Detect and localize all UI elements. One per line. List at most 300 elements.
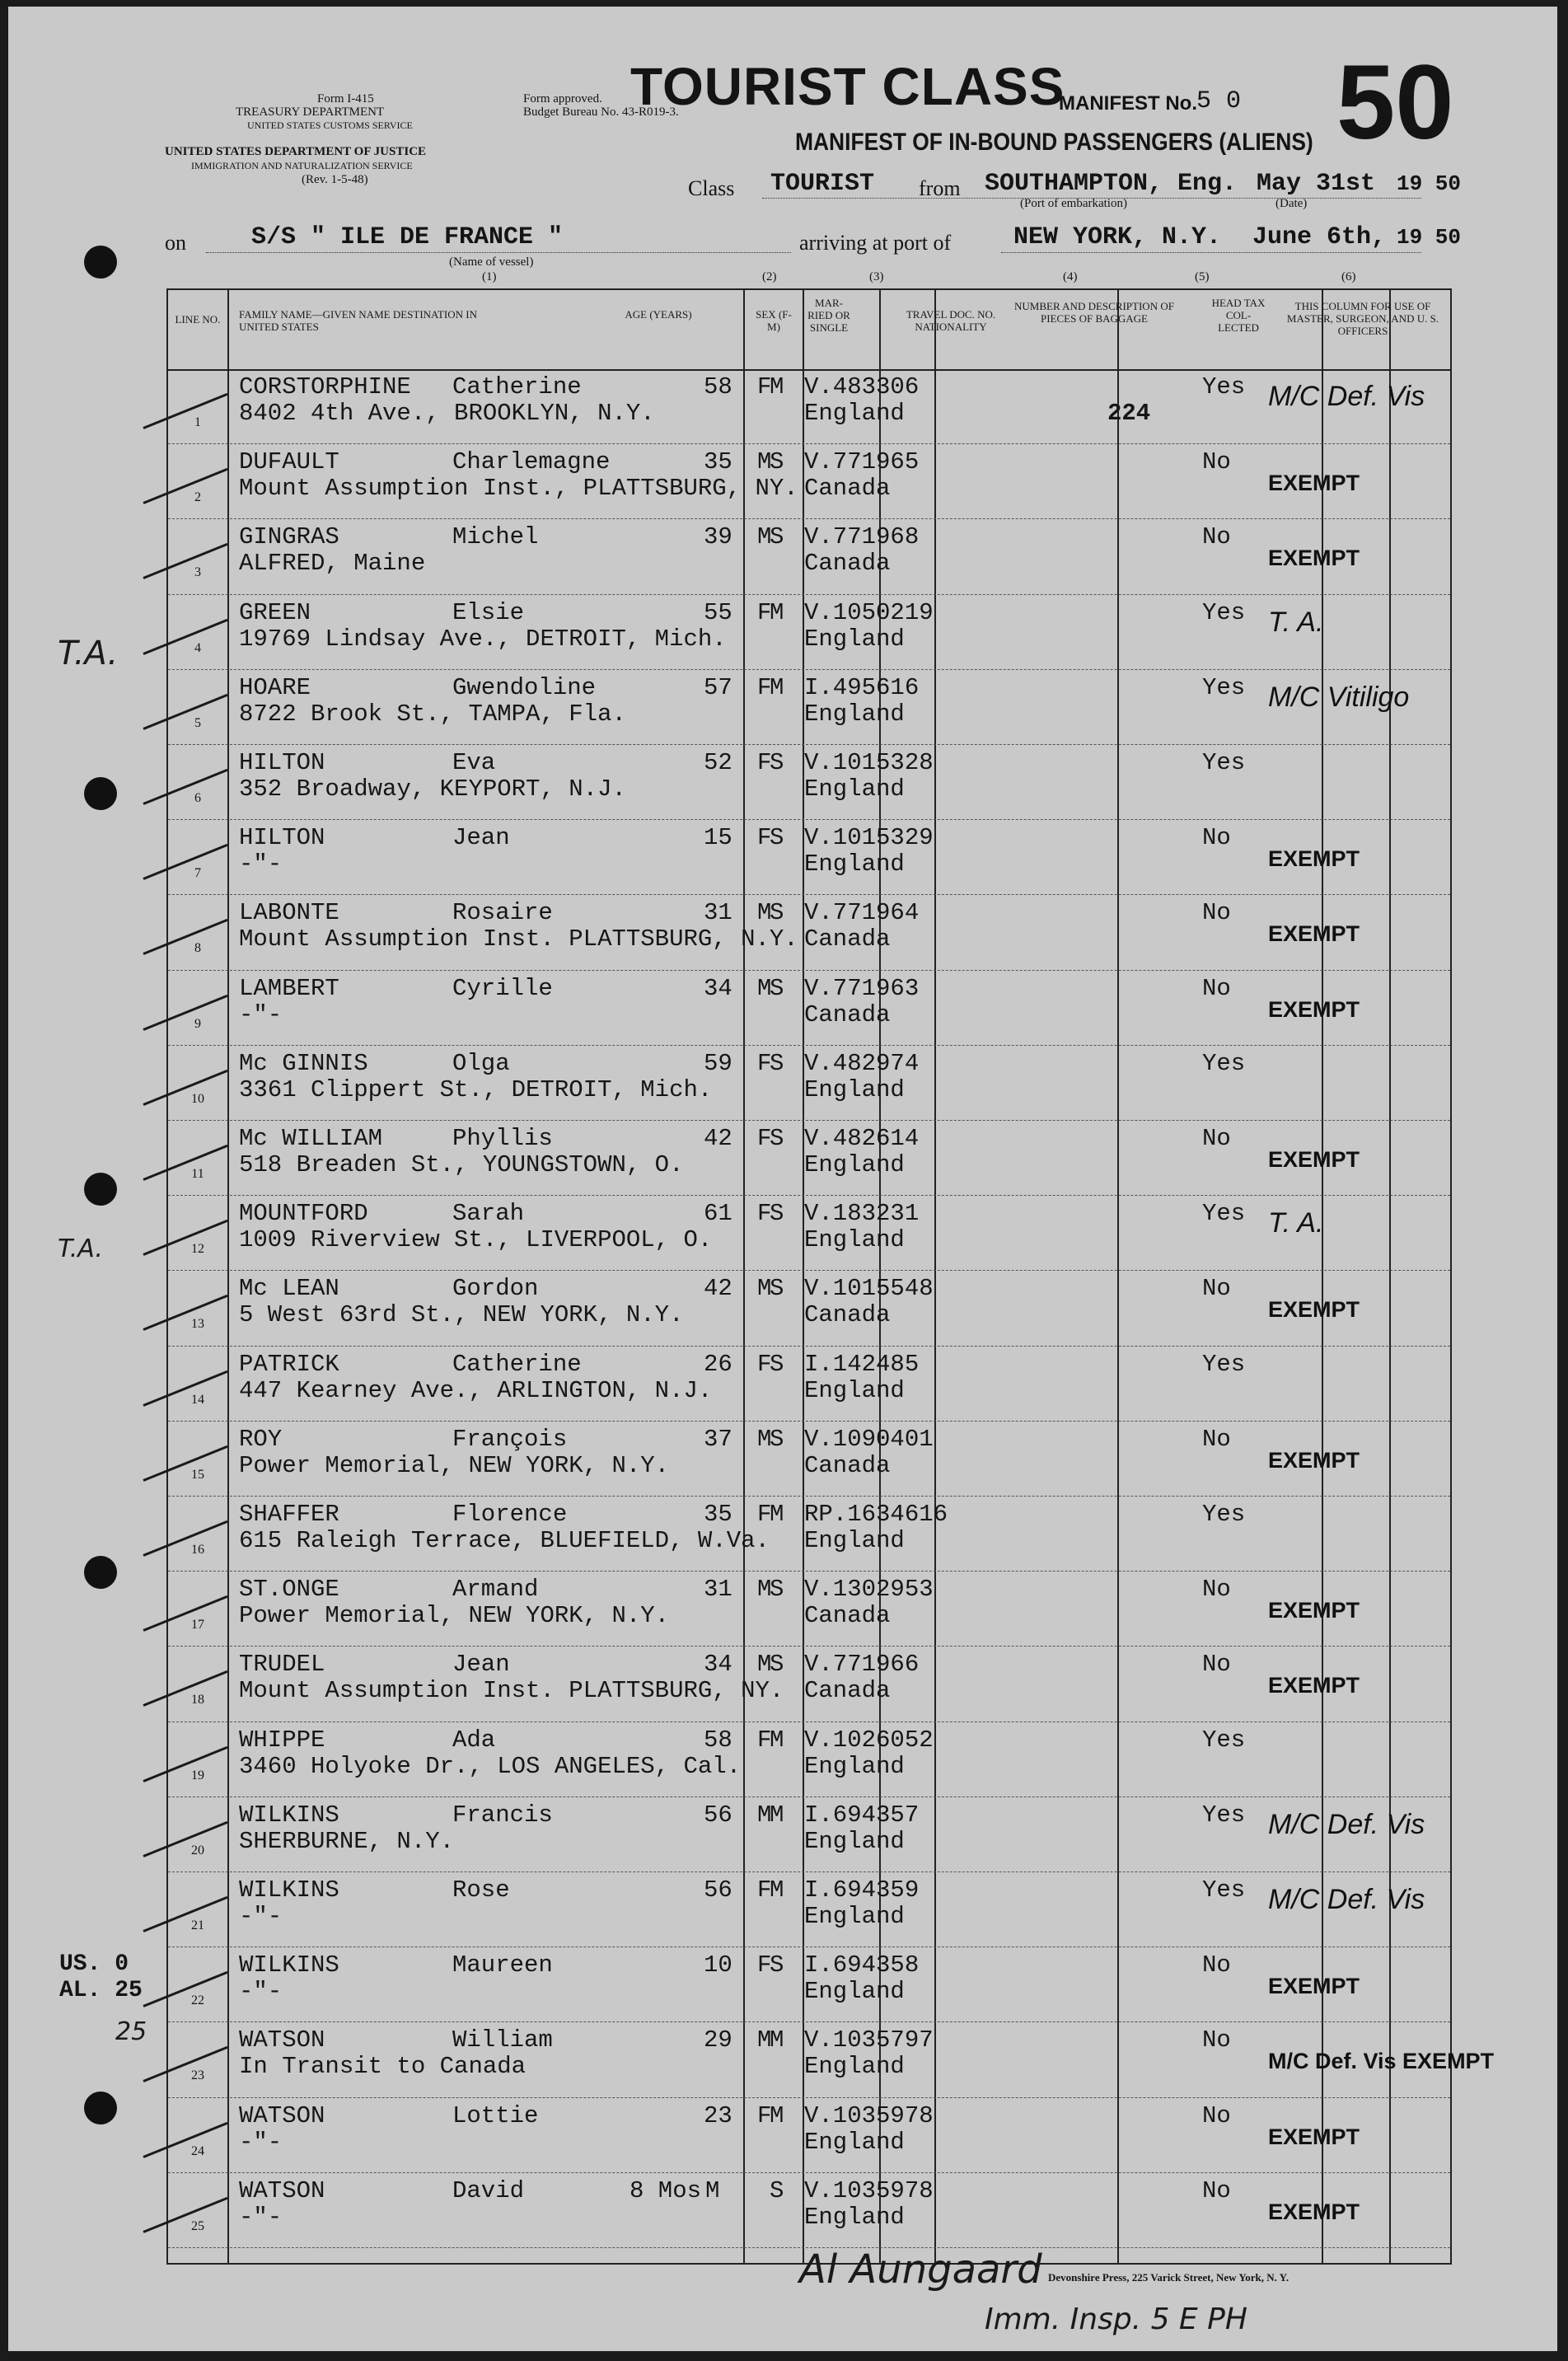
- given-name: Olga: [452, 1049, 510, 1077]
- destination: -"-: [239, 1978, 283, 2006]
- class-value: TOURIST: [770, 170, 875, 198]
- family-name: LAMBERT: [239, 974, 339, 1002]
- head-tax: No: [1202, 1425, 1231, 1453]
- given-name: Rose: [452, 1876, 510, 1904]
- nationality: England: [804, 2128, 905, 2156]
- nationality: England: [804, 1827, 905, 1855]
- head-tax: No: [1202, 448, 1231, 476]
- line-number: 12: [191, 1242, 204, 1257]
- officer-remark: M/C Def. Vis EXEMPT: [1268, 2049, 1495, 2074]
- age: 42: [704, 1125, 733, 1152]
- travel-document: V.1090401: [804, 1425, 934, 1453]
- officer-remark: EXEMPT: [1268, 2124, 1360, 2149]
- nationality: England: [804, 2053, 905, 2081]
- officer-remark: EXEMPT: [1268, 471, 1360, 496]
- head-tax: No: [1202, 2026, 1231, 2054]
- given-name: Maureen: [452, 1951, 553, 1979]
- nationality: England: [804, 1151, 905, 1178]
- nationality: England: [804, 2203, 905, 2231]
- given-name: Phyllis: [452, 1125, 553, 1152]
- passenger-row: [168, 595, 1450, 670]
- passenger-row: [168, 1947, 1450, 2022]
- passenger-row: [168, 444, 1450, 519]
- nationality: Canada: [804, 475, 891, 503]
- officer-remark: EXEMPT: [1268, 546, 1360, 571]
- age: 56: [704, 1876, 733, 1904]
- head-tax: Yes: [1202, 1049, 1246, 1077]
- destination: ALFRED, Maine: [239, 550, 426, 578]
- head-tax: Yes: [1202, 1801, 1246, 1829]
- age: 52: [704, 749, 733, 776]
- head-tax: Yes: [1202, 673, 1246, 701]
- line-number: 16: [191, 1543, 204, 1557]
- embarkation-year: 19 50: [1397, 171, 1462, 196]
- given-name: William: [452, 2026, 553, 2054]
- sex: F: [757, 1125, 772, 1152]
- sex: M: [757, 523, 772, 551]
- given-name: Catherine: [452, 1350, 582, 1378]
- marital-status: M: [770, 598, 784, 626]
- age: 58: [704, 1726, 733, 1754]
- form-number: Form I-415: [317, 92, 374, 105]
- age: 26: [704, 1350, 733, 1378]
- age: 58: [704, 373, 733, 401]
- destination: 8722 Brook St., TAMPA, Fla.: [239, 700, 626, 728]
- officer-remark: EXEMPT: [1268, 2199, 1360, 2224]
- officer-remark: EXEMPT: [1268, 1147, 1360, 1172]
- family-name: TRUDEL: [239, 1651, 325, 1679]
- port-of-embarkation: SOUTHAMPTON, Eng.: [985, 170, 1238, 198]
- given-name: Lottie: [452, 2101, 539, 2129]
- passenger-row: [168, 1722, 1450, 1797]
- line-number: 24: [191, 2143, 204, 2158]
- printer-imprint: Devonshire Press, 225 Varick Street, New York, N. Y.: [1048, 2271, 1290, 2284]
- age: 29: [704, 2026, 733, 2054]
- age: 34: [704, 1651, 733, 1679]
- passenger-row: [168, 1572, 1450, 1647]
- head-tax: Yes: [1202, 373, 1246, 401]
- class-title: TOURIST CLASS: [630, 57, 1065, 116]
- marital-status: M: [770, 1726, 784, 1754]
- destination: SHERBURNE, N.Y.: [239, 1827, 455, 1855]
- sex: F: [757, 1726, 772, 1754]
- age: 37: [704, 1425, 733, 1453]
- passenger-row: [168, 1647, 1450, 1722]
- officer-remark: M/C Vitiligo: [1268, 681, 1410, 713]
- passenger-row: [168, 745, 1450, 820]
- passenger-row: [168, 971, 1450, 1046]
- marital-status: S: [770, 2176, 784, 2204]
- sex: M: [757, 974, 772, 1002]
- given-name: Sarah: [452, 1200, 525, 1228]
- line-number: 20: [191, 1843, 204, 1857]
- given-name: Michel: [452, 523, 539, 551]
- age: 57: [704, 673, 733, 701]
- line-number: 22: [191, 1993, 204, 2008]
- col-no-6: (6): [1341, 270, 1356, 283]
- family-name: WATSON: [239, 2176, 325, 2204]
- line-number: 7: [194, 866, 201, 881]
- destination: -"-: [239, 850, 283, 878]
- line-number: 23: [191, 2068, 204, 2083]
- passenger-row: [168, 2022, 1495, 2097]
- travel-document: RP.1634616: [804, 1501, 948, 1528]
- family-name: HOARE: [239, 673, 311, 701]
- marital-status: S: [770, 1651, 784, 1679]
- margin-note-ta: T.A.: [58, 635, 119, 672]
- marital-status: S: [770, 1350, 784, 1378]
- family-name: WILKINS: [239, 1951, 339, 1979]
- passenger-row: [168, 369, 1450, 444]
- travel-document: I.694359: [804, 1876, 920, 1904]
- given-name: Gwendoline: [452, 673, 597, 701]
- destination: 19769 Lindsay Ave., DETROIT, Mich.: [239, 625, 727, 653]
- officer-remark: EXEMPT: [1268, 1673, 1360, 1698]
- nationality: England: [804, 1376, 905, 1404]
- age: 35: [704, 448, 733, 476]
- sex: F: [757, 1501, 772, 1528]
- age: 61: [704, 1200, 733, 1228]
- given-name: Jean: [452, 1651, 510, 1679]
- passenger-row: [168, 820, 1450, 895]
- given-name: Rosaire: [452, 899, 553, 927]
- arrival-date: June 6th,: [1252, 223, 1387, 251]
- age: 55: [704, 598, 733, 626]
- travel-document: V.1302953: [804, 1576, 934, 1604]
- officer-remark: EXEMPT: [1268, 921, 1360, 947]
- given-name: Armand: [452, 1576, 539, 1604]
- punch-hole: [84, 1173, 117, 1206]
- head-tax: Yes: [1202, 1726, 1246, 1754]
- manifest-number-stamp: 50: [1336, 44, 1454, 162]
- marital-status: M: [770, 673, 784, 701]
- marital-status: M: [770, 2026, 784, 2054]
- given-name: Ada: [452, 1726, 496, 1754]
- given-name: Cyrille: [452, 974, 553, 1002]
- head-tax: Yes: [1202, 1200, 1246, 1228]
- passenger-row: [168, 1872, 1450, 1947]
- justice-dept: UNITED STATES DEPARTMENT OF JUSTICE: [165, 145, 427, 158]
- travel-document: V.1015548: [804, 1275, 934, 1303]
- family-name: LABONTE: [239, 899, 339, 927]
- line-number: 21: [191, 1918, 204, 1932]
- head-tax: No: [1202, 974, 1231, 1002]
- nationality: England: [804, 1527, 905, 1554]
- line-number: 9: [194, 1016, 201, 1031]
- head-tax: No: [1202, 1651, 1231, 1679]
- destination: -"-: [239, 1903, 283, 1930]
- sex: F: [757, 824, 772, 852]
- form-approved: Form approved.: [523, 92, 602, 105]
- travel-document: V.771964: [804, 899, 920, 927]
- col-no-3: (3): [869, 270, 884, 283]
- sex: M: [757, 1576, 772, 1604]
- marital-status: M: [770, 1876, 784, 1904]
- sex: M: [757, 1425, 772, 1453]
- nationality: England: [804, 700, 905, 728]
- nationality: England: [804, 775, 905, 803]
- destination: 447 Kearney Ave., ARLINGTON, N.J.: [239, 1376, 713, 1404]
- margin-note-ta: T.A.: [58, 1234, 103, 1263]
- class-label: Class: [688, 176, 735, 200]
- given-name: Gordon: [452, 1275, 539, 1303]
- given-name: Jean: [452, 824, 510, 852]
- passenger-table: [166, 288, 1495, 2265]
- officer-remark: EXEMPT: [1268, 1598, 1360, 1623]
- inspector-signature: Al Aungaard: [799, 2246, 1042, 2293]
- family-name: Mc WILLIAM: [239, 1125, 383, 1152]
- marital-status: S: [770, 824, 784, 852]
- marital-status: S: [770, 523, 784, 551]
- header-married: MAR-RIED OR SINGLE: [807, 297, 850, 334]
- line-number: 11: [191, 1167, 204, 1181]
- baggage-count: 224: [1107, 400, 1151, 427]
- travel-document: I.142485: [804, 1350, 920, 1378]
- count-aliens: AL. 25: [59, 1978, 143, 2003]
- age: 15: [704, 824, 733, 852]
- budget-bureau: Budget Bureau No. 43-R019-3.: [523, 105, 679, 119]
- header-travel-doc: TRAVEL DOC. NO. NATIONALITY: [906, 308, 996, 333]
- officer-remark: M/C Def. Vis: [1268, 1884, 1425, 1915]
- nationality: England: [804, 625, 905, 653]
- marital-status: S: [770, 1049, 784, 1077]
- treasury-dept: TREASURY DEPARTMENT: [236, 105, 385, 119]
- destination: 352 Broadway, KEYPORT, N.J.: [239, 775, 626, 803]
- line-number: 4: [194, 640, 201, 655]
- family-name: HILTON: [239, 824, 325, 852]
- line-number: 3: [194, 565, 201, 580]
- destination: Mount Assumption Inst. PLATTSBURG, NY.: [239, 1677, 784, 1705]
- age: 10: [704, 1951, 733, 1979]
- header-name: FAMILY NAME—GIVEN NAME DESTINATION IN UNITED STATES: [239, 308, 478, 333]
- head-tax: Yes: [1202, 1501, 1246, 1528]
- sex: F: [757, 1876, 772, 1904]
- marital-status: M: [770, 2101, 784, 2129]
- family-name: GINGRAS: [239, 523, 339, 551]
- nationality: Canada: [804, 1000, 891, 1028]
- col-no-4: (4): [1063, 270, 1078, 283]
- head-tax: No: [1202, 523, 1231, 551]
- passenger-row: [168, 670, 1450, 745]
- officer-remark: M/C Def. Vis: [1268, 1808, 1425, 1840]
- marital-status: S: [770, 1576, 784, 1604]
- age: 31: [704, 1576, 733, 1604]
- immigration-service: IMMIGRATION AND NATURALIZATION SERVICE: [191, 160, 413, 171]
- header-baggage: NUMBER AND DESCRIPTION OF PIECES OF BAGGAGE: [1014, 300, 1174, 325]
- nationality: Canada: [804, 1301, 891, 1329]
- head-tax: Yes: [1202, 598, 1246, 626]
- punch-hole: [84, 777, 117, 810]
- line-number: 13: [191, 1317, 204, 1332]
- col-no-5: (5): [1195, 270, 1210, 283]
- sex: M: [757, 1651, 772, 1679]
- marital-status: S: [770, 1200, 784, 1228]
- line-number: 14: [191, 1392, 204, 1407]
- family-name: SHAFFER: [239, 1501, 339, 1528]
- header-age: AGE (YEARS): [625, 308, 692, 321]
- marital-status: S: [770, 749, 784, 776]
- officer-remark: EXEMPT: [1268, 996, 1360, 1022]
- line-number: 8: [194, 941, 201, 956]
- officer-remark: T. A.: [1268, 1207, 1324, 1239]
- head-tax: No: [1202, 899, 1231, 927]
- head-tax: Yes: [1202, 1876, 1246, 1904]
- head-tax: No: [1202, 1576, 1231, 1604]
- line-number: 10: [191, 1091, 204, 1106]
- vessel-caption: (Name of vessel): [449, 255, 534, 269]
- officer-remark: M/C Def. Vis: [1268, 381, 1425, 412]
- officer-remark: EXEMPT: [1268, 1447, 1360, 1473]
- destination: 1009 Riverview St., LIVERPOOL, O.: [239, 1226, 713, 1254]
- passenger-row: [168, 1046, 1450, 1121]
- on-label: on: [165, 231, 186, 255]
- sex: F: [757, 373, 772, 401]
- nationality: England: [804, 1752, 905, 1780]
- family-name: HILTON: [239, 749, 325, 776]
- nationality: Canada: [804, 1602, 891, 1630]
- nationality: Canada: [804, 1451, 891, 1479]
- line-number: 19: [191, 1768, 204, 1782]
- passenger-row: [168, 1347, 1450, 1422]
- sex: M: [757, 1801, 772, 1829]
- destination: 518 Breaden St., YOUNGSTOWN, O.: [239, 1151, 684, 1178]
- family-name: WATSON: [239, 2026, 325, 2054]
- age: 59: [704, 1049, 733, 1077]
- travel-document: V.482614: [804, 1125, 920, 1152]
- nationality: England: [804, 1903, 905, 1930]
- given-name: Eva: [452, 749, 496, 776]
- travel-document: V.1015328: [804, 749, 934, 776]
- destination: 5 West 63rd St., NEW YORK, N.Y.: [239, 1301, 684, 1329]
- passenger-row: [168, 1196, 1450, 1271]
- family-name: GREEN: [239, 598, 311, 626]
- travel-document: V.1050219: [804, 598, 934, 626]
- travel-document: V.1015329: [804, 824, 934, 852]
- header-officers: THIS COLUMN FOR USE OF MASTER, SURGEON, AND U. S. OFFICERS: [1286, 300, 1439, 337]
- vessel-column-no: (1): [482, 270, 497, 283]
- travel-document: V.183231: [804, 1200, 920, 1228]
- date-caption: (Date): [1275, 197, 1308, 210]
- rule-arrival: [1001, 252, 1421, 253]
- count-us: US. 0: [59, 1951, 129, 1977]
- sex: M: [757, 448, 772, 476]
- embarkation-date: May 31st: [1257, 170, 1376, 198]
- sex: M: [757, 899, 772, 927]
- head-tax: No: [1202, 2101, 1231, 2129]
- passenger-row: [168, 1797, 1450, 1872]
- travel-document: V.1035978: [804, 2176, 934, 2204]
- destination: Power Memorial, NEW YORK, N.Y.: [239, 1602, 670, 1630]
- travel-document: V.1026052: [804, 1726, 934, 1754]
- sex: F: [757, 1049, 772, 1077]
- table-header: [168, 290, 1450, 371]
- family-name: PATRICK: [239, 1350, 339, 1378]
- travel-document: V.1035797: [804, 2026, 934, 2054]
- marital-status: M: [770, 1501, 784, 1528]
- officer-remark: T. A.: [1268, 606, 1324, 638]
- officer-remark: EXEMPT: [1268, 1297, 1360, 1323]
- sex: F: [757, 598, 772, 626]
- age: 34: [704, 974, 733, 1002]
- travel-document: I.495616: [804, 673, 920, 701]
- arrival-year: 19 50: [1397, 225, 1462, 250]
- travel-document: I.694357: [804, 1801, 920, 1829]
- passenger-row: [168, 895, 1450, 970]
- marital-status: S: [770, 974, 784, 1002]
- revision: (Rev. 1-5-48): [302, 173, 368, 186]
- head-tax: No: [1202, 1951, 1231, 1979]
- destination: 615 Raleigh Terrace, BLUEFIELD, W.Va.: [239, 1527, 770, 1554]
- head-tax: No: [1202, 824, 1231, 852]
- sex: F: [757, 1200, 772, 1228]
- nationality: England: [804, 1226, 905, 1254]
- given-name: Elsie: [452, 598, 525, 626]
- head-tax: Yes: [1202, 1350, 1246, 1378]
- customs-service: UNITED STATES CUSTOMS SERVICE: [247, 119, 413, 131]
- passenger-row: [168, 1422, 1450, 1497]
- sex: F: [757, 2101, 772, 2129]
- nationality: England: [804, 850, 905, 878]
- family-name: MOUNTFORD: [239, 1200, 368, 1228]
- marital-status: M: [770, 1801, 784, 1829]
- destination: Mount Assumption Inst., PLATTSBURG, NY.: [239, 475, 798, 503]
- head-tax: Yes: [1202, 749, 1246, 776]
- age: 31: [704, 899, 733, 927]
- nationality: Canada: [804, 925, 891, 953]
- destination: In Transit to Canada: [239, 2053, 527, 2081]
- sex: F: [757, 1350, 772, 1378]
- destination: -"-: [239, 2128, 283, 2156]
- travel-document: V.482974: [804, 1049, 920, 1077]
- arrival-port: NEW YORK, N.Y.: [1013, 223, 1222, 251]
- sex: F: [757, 1951, 772, 1979]
- destination: 3460 Holyoke Dr., LOS ANGELES, Cal.: [239, 1752, 742, 1780]
- marital-status: S: [770, 1275, 784, 1303]
- marital-status: S: [770, 448, 784, 476]
- count-total: 25: [115, 2017, 147, 2046]
- travel-document: V.771965: [804, 448, 920, 476]
- age: 35: [704, 1501, 733, 1528]
- arriving-label: arriving at port of: [799, 231, 952, 255]
- header-head-tax: HEAD TAX COL-LECTED: [1211, 297, 1266, 334]
- family-name: WHIPPE: [239, 1726, 325, 1754]
- head-tax: No: [1202, 1125, 1231, 1152]
- family-name: WATSON: [239, 2101, 325, 2129]
- line-number: 18: [191, 1693, 204, 1708]
- family-name: WILKINS: [239, 1876, 339, 1904]
- nationality: Canada: [804, 1677, 891, 1705]
- sex: F: [757, 673, 772, 701]
- punch-hole: [84, 1556, 117, 1589]
- line-number: 1: [194, 415, 201, 429]
- age: 23: [704, 2101, 733, 2129]
- manifest-page: [8, 7, 1557, 2351]
- given-name: David: [452, 2176, 525, 2204]
- given-name: Catherine: [452, 373, 582, 401]
- officer-remark: EXEMPT: [1268, 1974, 1360, 1999]
- age: 39: [704, 523, 733, 551]
- passenger-row: [168, 1121, 1450, 1196]
- age: 56: [704, 1801, 733, 1829]
- sex: F: [757, 749, 772, 776]
- vessel-name: S/S " ILE DE FRANCE ": [251, 223, 564, 251]
- marital-status: S: [770, 899, 784, 927]
- family-name: WILKINS: [239, 1801, 339, 1829]
- family-name: Mc GINNIS: [239, 1049, 368, 1077]
- nationality: England: [804, 400, 905, 427]
- header-line-no: LINE NO.: [175, 313, 221, 326]
- marital-status: S: [770, 1125, 784, 1152]
